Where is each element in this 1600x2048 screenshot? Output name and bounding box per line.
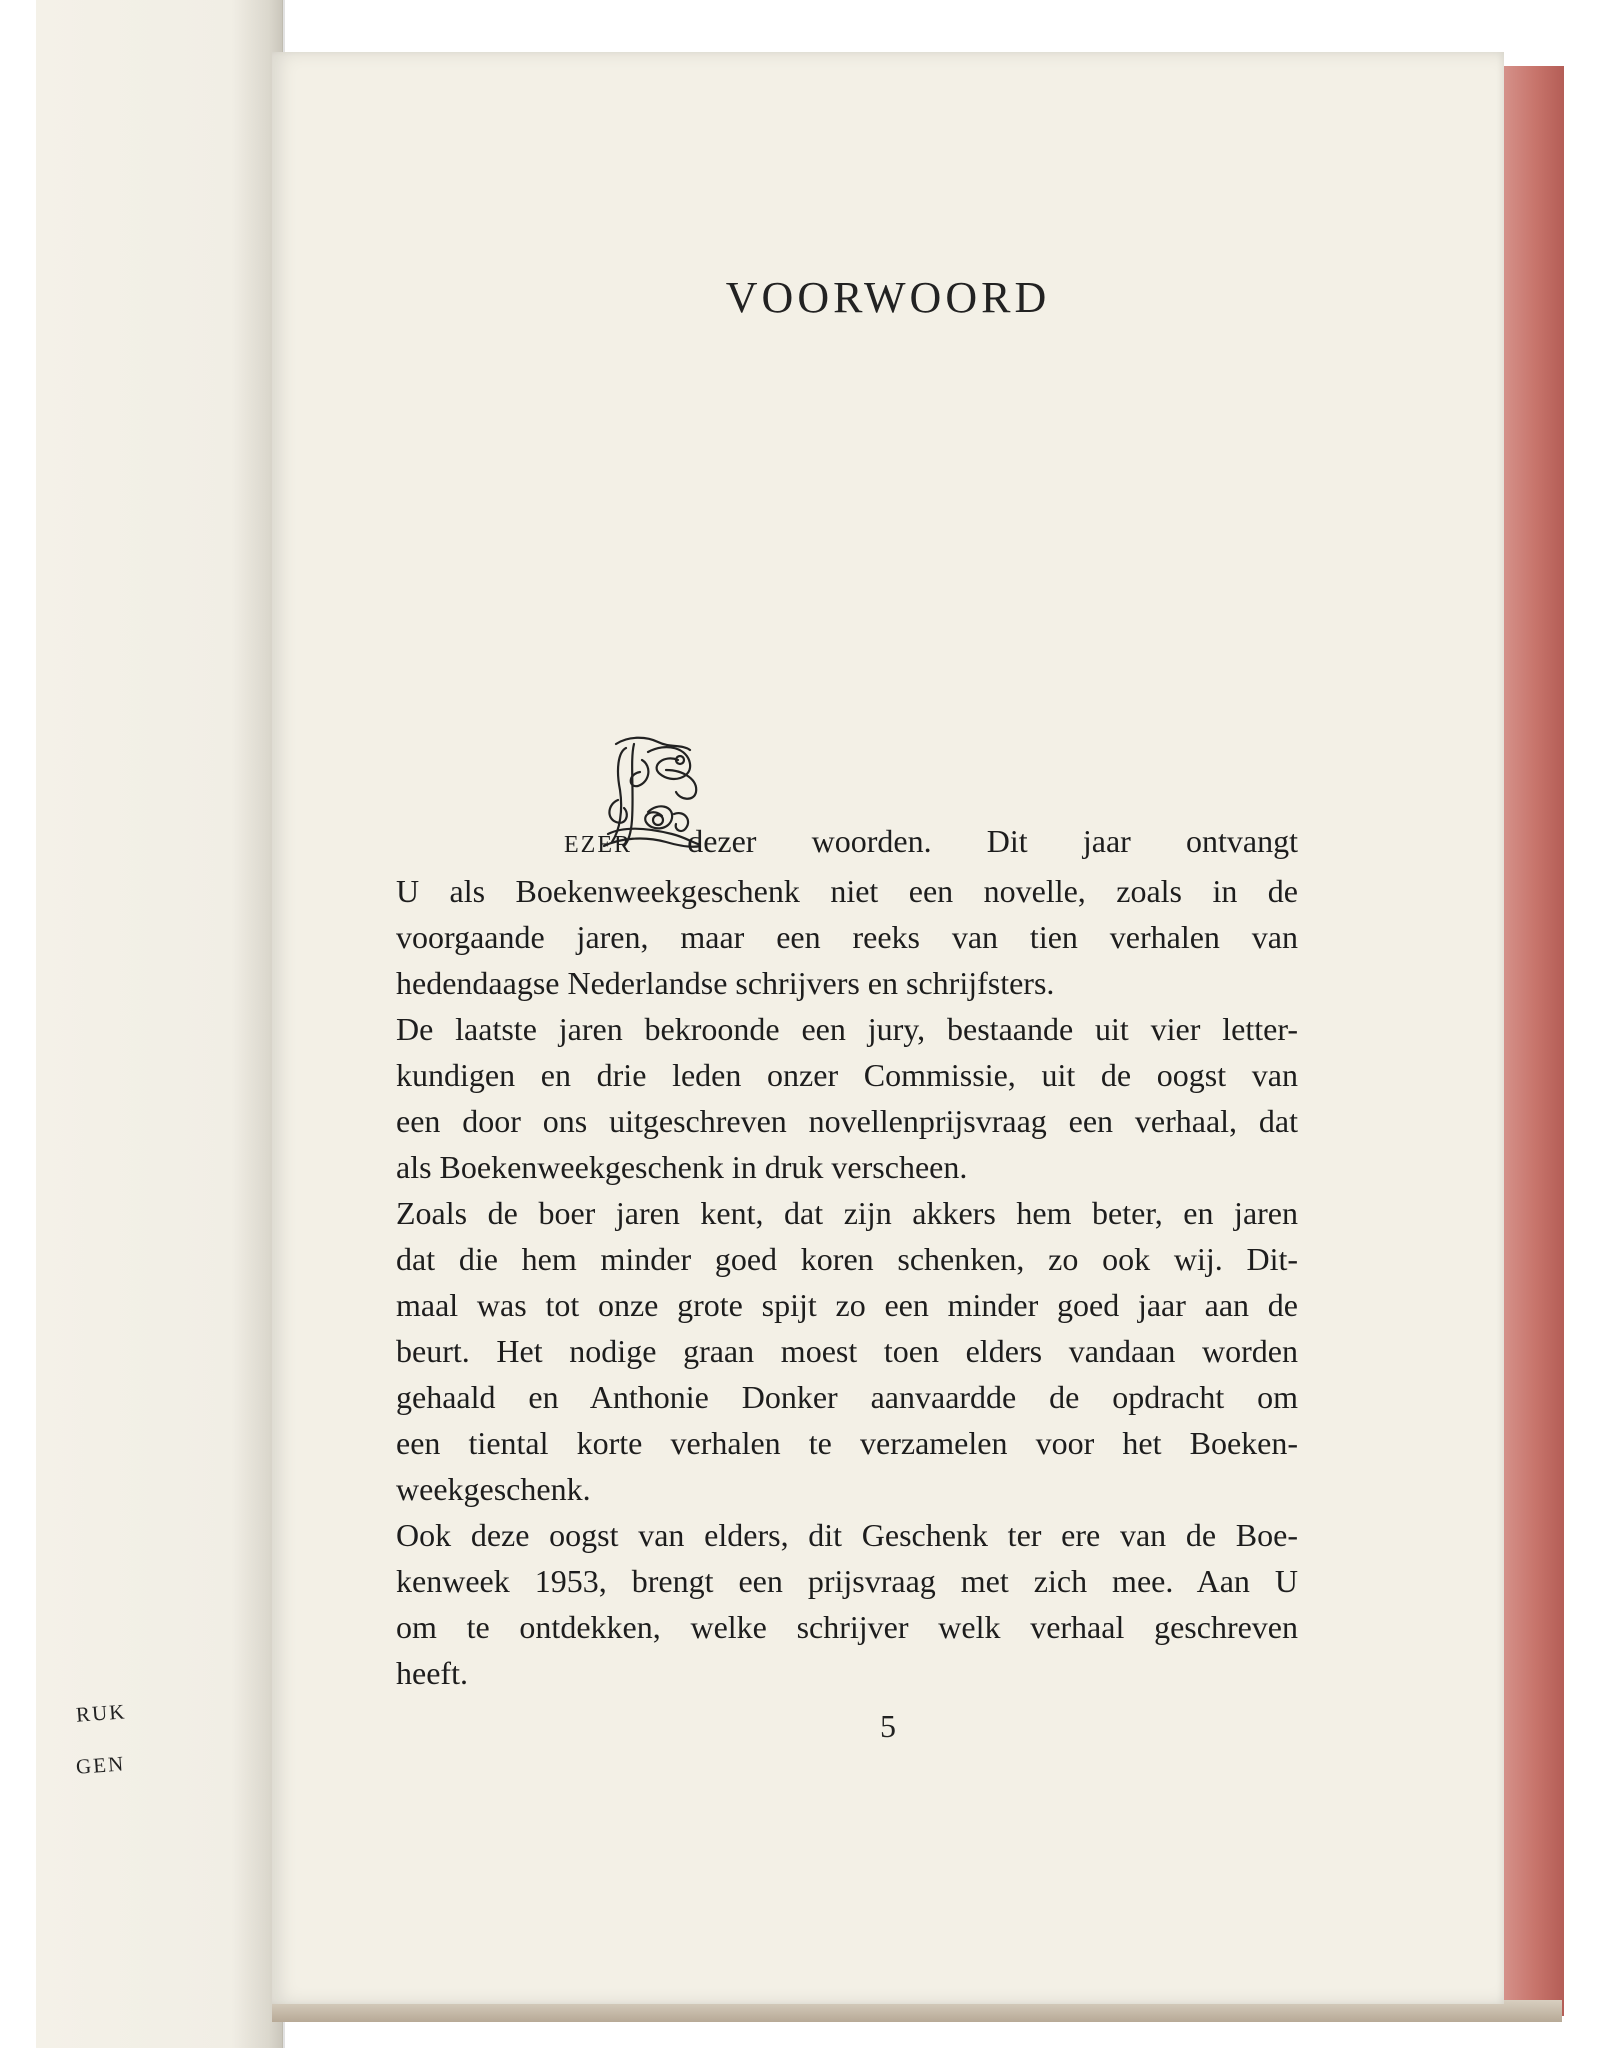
page-title: VOORWOORD	[725, 273, 1051, 322]
text-line: Ook deze oogst van elders, dit Geschenk ter ere van de Boe-	[396, 1517, 1298, 1553]
text-line: gehaald en Anthonie Donker aanvaardde de opdracht om	[396, 1379, 1298, 1415]
text-line-rest: dezer woorden. Dit jaar ontvangt	[632, 823, 1298, 859]
text-line: U als Boekenweekgeschenk niet een novelle, zoals in de	[396, 873, 1298, 909]
text-line: Zoals de boer jaren kent, dat zijn akkers hem beter, en jaren	[396, 1195, 1298, 1231]
text-line: weekgeschenk.	[396, 1471, 591, 1507]
text-line: heeft.	[396, 1655, 468, 1691]
text-line: maal was tot onze grote spijt zo een minder goed jaar aan de	[396, 1287, 1298, 1323]
page-number: 5	[880, 1708, 896, 1744]
text-line	[396, 818, 1298, 868]
left-page-text-fragment: RUK	[75, 1699, 128, 1727]
foreword-text	[396, 818, 1298, 1696]
text-line: als Boekenweekgeschenk in druk verscheen.	[396, 1149, 968, 1185]
text-line: kundigen en drie leden onzer Commissie, uit de oogst van	[396, 1057, 1298, 1093]
text-line: voorgaande jaren, maar een reeks van tien verhalen van	[396, 919, 1298, 955]
text-line: De laatste jaren bekroonde een jury, bestaande uit vier letter-	[396, 1011, 1298, 1047]
right-page	[272, 52, 1504, 2004]
text-line: om te ontdekken, welke schrijver welk verhaal geschreven	[396, 1609, 1298, 1645]
text-line: een tiental korte verhalen te verzamelen voor het Boeken-	[396, 1425, 1298, 1461]
text-line: dat die hem minder goed koren schenken, zo ook wij. Dit-	[396, 1241, 1298, 1277]
text-line: hedendaagse Nederlandse schrijvers en schrijfsters.	[396, 965, 1055, 1001]
text-line: een door ons uitgeschreven novellenprijsvraag een verhaal, dat	[396, 1103, 1298, 1139]
text-line: kenweek 1953, brengt een prijsvraag met zich mee. Aan U	[396, 1563, 1298, 1599]
text-line: beurt. Het nodige graan moest toen elders vandaan worden	[396, 1333, 1298, 1369]
book-cover-edge	[1494, 66, 1564, 2016]
smallcaps-word: EZER	[564, 832, 632, 858]
left-page-text-fragment: GEN	[75, 1751, 126, 1779]
